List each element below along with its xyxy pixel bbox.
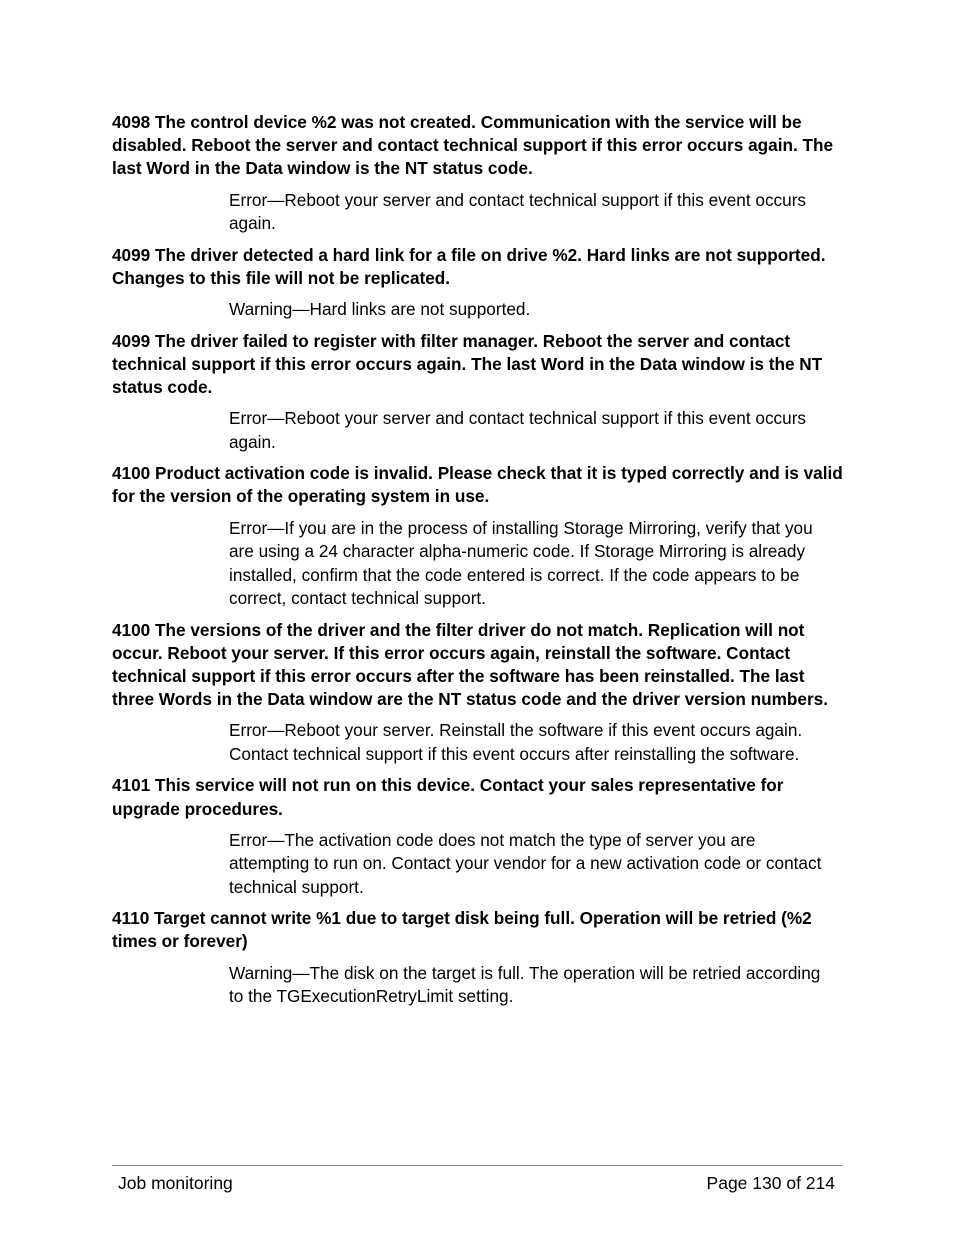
event-title: 4099 The driver failed to register with filter manager. Reboot the server and contact technical support if this error occurs again. The last Word in the Data window is the NT status code. bbox=[112, 330, 823, 397]
event-description: Error—Reboot your server and contact technical support if this event occurs again. bbox=[229, 189, 807, 234]
event-list bbox=[112, 111, 848, 1017]
event-title: 4098 The control device %2 was not created. Communication with the service will be disabled. Reboot the server and contact technical support if this error occurs again. The last Word in the Data window is the NT status code. bbox=[112, 112, 834, 179]
event-title: 4100 The versions of the driver and the filter driver do not match. Replication will not occur. Reboot your server. If this error occurs again, reinstall the software. Contact technical support if this error occurs after the software has been reinstalled. The last three Words in the Data window are the NT status code and the driver version numbers. bbox=[112, 619, 828, 710]
event-description: Error—Reboot your server. Reinstall the software if this event occurs again. Contact technical support if this event occurs after reinstalling the software. bbox=[229, 720, 803, 764]
footer-section-title: Job monitoring bbox=[118, 1173, 233, 1193]
event-description: Error—Reboot your server and contact technical support if this event occurs again. bbox=[229, 408, 807, 452]
page-footer bbox=[112, 1165, 842, 1193]
event-description: Error—If you are in the process of installing Storage Mirroring, verify that you are using a 24 character alpha-numeric code. If Storage Mirroring is already installed, confirm that the code entered is correct. If the code appears to be correct, contact technical support. bbox=[229, 517, 813, 609]
event-entry bbox=[112, 619, 848, 767]
event-entry bbox=[112, 244, 848, 322]
event-entry bbox=[112, 330, 848, 455]
event-title: 4100 Product activation code is invalid. Please check that it is typed correctly and is valid for the version of the operating system in use. bbox=[112, 463, 843, 507]
event-title: 4099 The driver detected a hard link for a file on drive %2. Hard links are not supported. Changes to this file will not be replicated. bbox=[112, 244, 826, 288]
footer-page-number: Page 130 of 214 bbox=[706, 1173, 835, 1193]
event-entry bbox=[112, 907, 848, 1008]
event-entry bbox=[112, 462, 848, 610]
event-entry bbox=[112, 111, 848, 236]
event-entry bbox=[112, 774, 848, 899]
event-description: Warning—Hard links are not supported. bbox=[229, 299, 531, 320]
event-title: 4101 This service will not run on this device. Contact your sales representative for upgrade procedures. bbox=[112, 775, 784, 819]
event-description: Warning—The disk on the target is full. The operation will be retried according to the TGExecutionRetryLimit setting. bbox=[229, 962, 821, 1007]
event-description: Error—The activation code does not match the type of server you are attempting to run on. Contact your vendor for a new activation code or contact technical support. bbox=[229, 829, 822, 897]
event-title: 4110 Target cannot write %1 due to target disk being full. Operation will be retried (%2 times or forever) bbox=[112, 908, 812, 952]
